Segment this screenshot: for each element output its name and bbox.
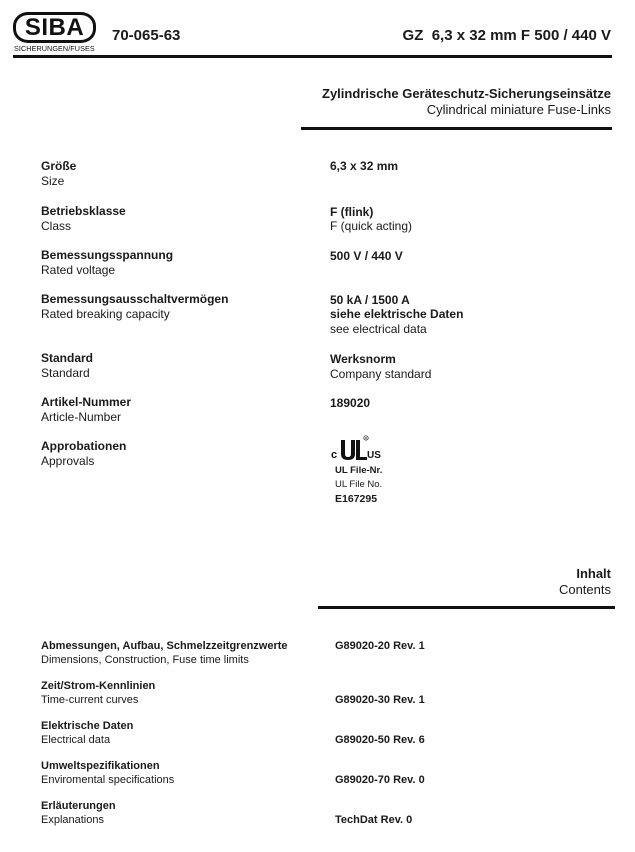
contents-item-de: Abmessungen, Aufbau, Schmelzzeitgrenzwerte	[41, 640, 288, 652]
svg-text:R: R	[364, 436, 368, 441]
contents-item-de: Elektrische Daten	[41, 720, 134, 732]
contents-item-ref: G89020-70 Rev. 0	[335, 774, 425, 786]
contents-item-de: Zeit/Strom-Kennlinien	[41, 680, 156, 692]
contents-item-ref: G89020-20 Rev. 1	[335, 640, 425, 652]
voltage-value: 500 V / 440 V	[330, 249, 403, 263]
approvals-label-de: Approbationen	[41, 439, 127, 453]
contents-item-de: Umweltspezifikationen	[41, 760, 160, 772]
standard-label-en: Standard	[41, 366, 90, 380]
svg-text:US: US	[367, 450, 381, 461]
logo-subtext: SICHERUNGEN/FUSES	[14, 44, 95, 53]
breaking-capacity-value: 50 kA / 1500 A	[330, 293, 410, 307]
article-number-label-de: Artikel-Nummer	[41, 395, 132, 409]
standard-value-en: Company standard	[330, 367, 432, 381]
standard-label-de: Standard	[41, 351, 94, 365]
contents-item-en: Dimensions, Construction, Fuse time limits	[41, 654, 249, 666]
size-label-en: Size	[41, 174, 65, 188]
breaking-capacity-ref-de: siehe elektrische Daten	[330, 307, 464, 321]
ul-file-label-en: UL File No.	[335, 479, 383, 490]
document-number: 70-065-63	[112, 27, 181, 44]
subtitle-en: Cylindrical miniature Fuse-Links	[426, 102, 611, 117]
class-value-en: F (quick acting)	[330, 219, 413, 233]
approvals-label-en: Approvals	[41, 454, 95, 468]
contents-item-en: Time-current curves	[41, 694, 139, 706]
product-title: GZ 6,3 x 32 mm F 500 / 440 V	[402, 27, 611, 44]
breaking-capacity-label-en: Rated breaking capacity	[41, 307, 170, 321]
subtitle-de: Zylindrische Geräteschutz-Sicherungseinsätze	[322, 86, 611, 101]
contents-item-en: Explanations	[41, 814, 104, 826]
breaking-capacity-label-de: Bemessungsausschaltvermögen	[41, 292, 229, 306]
class-label-de: Betriebsklasse	[41, 204, 126, 218]
breaking-capacity-ref-en: see electrical data	[330, 322, 427, 336]
cul-us-mark-icon	[330, 434, 384, 464]
subtitle-divider	[301, 127, 612, 130]
ul-file-number: E167295	[335, 493, 378, 505]
contents-title-en: Contents	[558, 582, 611, 597]
size-label-de: Größe	[41, 159, 77, 173]
contents-item-ref: G89020-50 Rev. 6	[335, 734, 425, 746]
size-value: 6,3 x 32 mm	[330, 159, 399, 173]
siba-logo	[13, 12, 96, 43]
ul-file-label-de: UL File-Nr.	[335, 465, 383, 476]
svg-text:c: c	[331, 449, 338, 461]
contents-item-ref: TechDat Rev. 0	[335, 814, 413, 826]
class-value-de: F (flink)	[330, 205, 374, 219]
voltage-label-de: Bemessungsspannung	[41, 248, 174, 262]
contents-item-en: Enviromental specifications	[41, 774, 175, 786]
contents-title-de: Inhalt	[576, 566, 611, 581]
voltage-label-en: Rated voltage	[41, 263, 116, 277]
header-divider	[13, 55, 612, 58]
standard-value-de: Werksnorm	[330, 352, 396, 366]
article-number-label-en: Article-Number	[41, 410, 122, 424]
contents-item-ref: G89020-30 Rev. 1	[335, 694, 425, 706]
logo-text: SIBA	[24, 13, 85, 41]
contents-item-de: Erläuterungen	[41, 800, 116, 812]
class-label-en: Class	[41, 219, 72, 233]
article-number-value: 189020	[330, 396, 371, 410]
contents-item-en: Electrical data	[41, 734, 111, 746]
contents-divider	[318, 606, 615, 609]
